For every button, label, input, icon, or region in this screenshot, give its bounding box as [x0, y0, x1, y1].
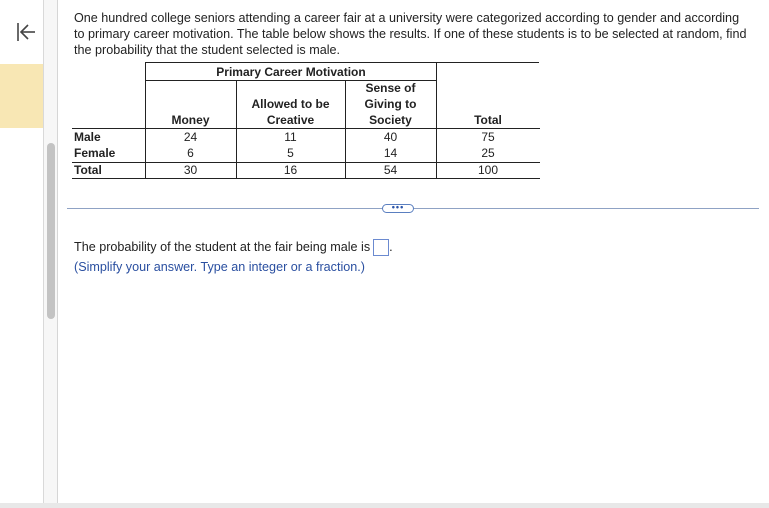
col-header-creative-line1: Allowed to be: [251, 97, 330, 111]
table-cell: 25: [481, 146, 495, 160]
collapse-left-icon: [14, 20, 38, 44]
table-cell: 6: [187, 146, 194, 160]
show-more-button[interactable]: •••: [382, 204, 414, 213]
answer-line: [74, 239, 393, 256]
left-rail: [0, 0, 44, 508]
scrollbar-thumb[interactable]: [47, 143, 55, 319]
bottom-bar: [0, 503, 769, 508]
answer-hint: (Simplify your answer. Type an integer or a fraction.): [74, 260, 365, 274]
table-cell: 40: [383, 130, 398, 144]
table-cell: 11: [284, 130, 297, 144]
data-table: [72, 62, 540, 180]
answer-input[interactable]: [373, 239, 389, 256]
answer-suffix: .: [389, 240, 393, 254]
table-cell: 24: [183, 130, 198, 144]
scrollbar[interactable]: [44, 0, 58, 508]
col-header-society-line2: Giving to: [364, 97, 417, 111]
col-header-total: Total: [474, 113, 502, 127]
table-cell: 16: [283, 163, 298, 177]
table-cell: 54: [383, 163, 398, 177]
answer-prompt: The probability of the student at the fair being male is: [74, 240, 371, 254]
row-label-female: Female: [74, 146, 116, 160]
col-header-creative-line2: Creative: [266, 113, 315, 127]
table-cell: 30: [183, 163, 198, 177]
table-cell: 14: [383, 146, 398, 160]
table-cell: 100: [477, 163, 499, 177]
table-cell: 75: [481, 130, 495, 144]
row-label-total: Total: [74, 163, 102, 177]
current-question-highlight: [0, 64, 43, 128]
question-text: One hundred college seniors attending a career fair at a university were categorized according to gender and according to primary career motivation. The table below shows the results. If one of these students is to be selected at random, find the probability that the student selected is male.: [74, 11, 747, 57]
collapse-panel-button[interactable]: [14, 20, 38, 44]
col-header-society-line3: Society: [369, 113, 412, 127]
group-header: Primary Career Motivation: [216, 65, 366, 79]
table-cell: 5: [287, 146, 294, 160]
col-header-money: Money: [171, 113, 210, 127]
col-header-society-line1: Sense of: [365, 81, 416, 95]
row-label-male: Male: [74, 130, 101, 144]
